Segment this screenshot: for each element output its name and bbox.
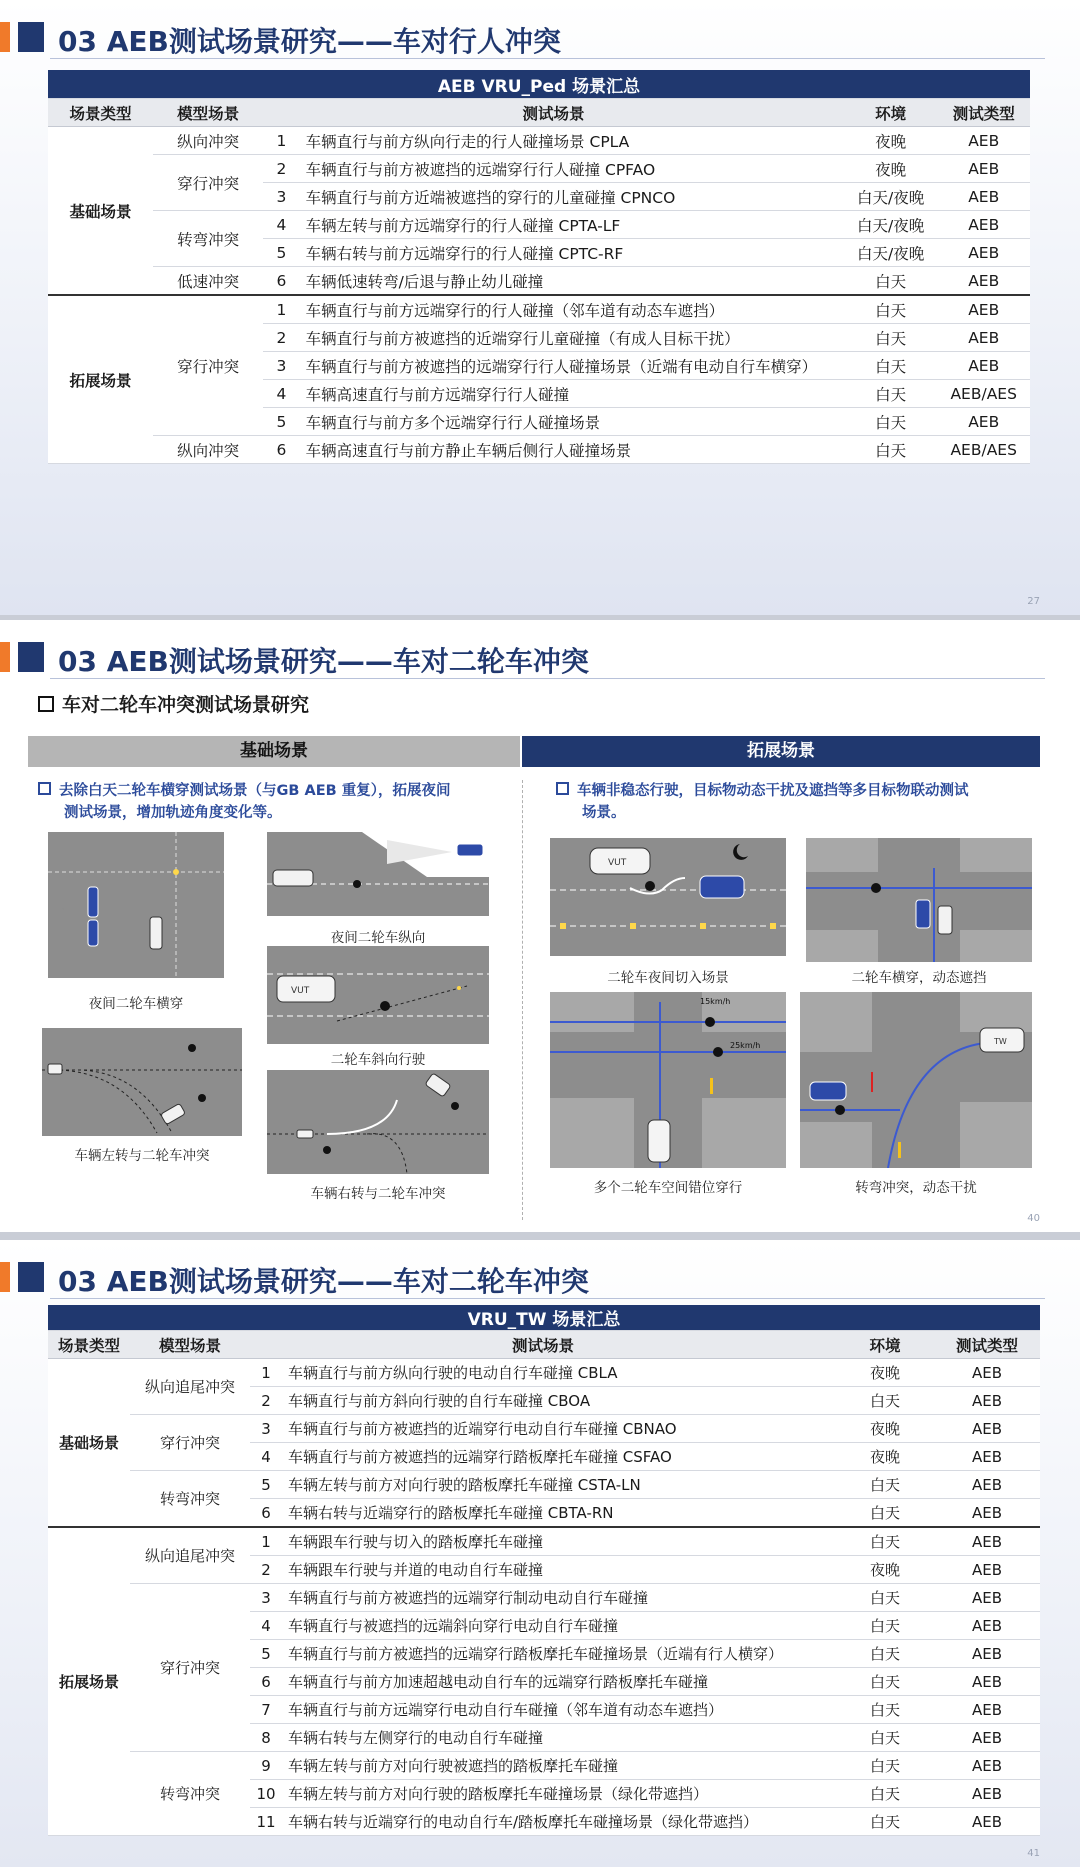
type-cell: AEB <box>937 127 1030 155</box>
scene-cell: 车辆高速直行与前方静止车辆后侧行人碰撞场景 <box>300 436 844 464</box>
type-cell: AEB <box>934 1527 1040 1556</box>
env-cell: 白天 <box>844 436 938 464</box>
env-cell: 白天 <box>836 1387 934 1415</box>
scene-cell: 车辆跟车行驶与切入的踏板摩托车碰撞 <box>282 1527 836 1556</box>
no-cell: 2 <box>263 155 299 183</box>
header-rule <box>50 58 1045 59</box>
table-row <box>48 1359 1040 1387</box>
caption-right-turn: 车辆右转与二轮车冲突 <box>310 1186 446 1202</box>
no-cell: 4 <box>250 1443 282 1471</box>
type-cell: AEB/AES <box>937 436 1030 464</box>
scene-cell: 车辆直行与前方斜向行驶的自行车碰撞 CBOA <box>282 1387 836 1415</box>
col-header: 模型场景 <box>130 1331 250 1359</box>
slide-title: 03 AEB测试场景研究——车对二轮车冲突 <box>58 1265 589 1298</box>
type-cell: AEB <box>934 1499 1040 1528</box>
table-row <box>48 1527 1040 1556</box>
caption-night-longitudinal: 夜间二轮车纵向 <box>330 930 426 946</box>
section-subtitle <box>38 690 309 717</box>
model-cell: 纵向追尾冲突 <box>130 1527 250 1584</box>
env-cell: 白天 <box>844 408 938 436</box>
no-cell: 1 <box>250 1359 282 1387</box>
scene-cell: 车辆直行与前方被遮挡的远端穿行制动电动自行车碰撞 <box>282 1584 836 1612</box>
figure-right-turn <box>267 1070 489 1174</box>
bullet-text: 测试场景，增加轨迹角度变化等。 <box>64 805 282 821</box>
env-cell: 白天/夜晚 <box>844 211 938 239</box>
model-cell: 转弯冲突 <box>130 1752 250 1836</box>
no-cell: 6 <box>250 1499 282 1528</box>
scene-cell: 车辆高速直行与前方远端穿行行人碰撞 <box>300 380 844 408</box>
column-divider <box>522 780 523 1220</box>
env-cell: 白天 <box>836 1780 934 1808</box>
no-cell: 10 <box>250 1780 282 1808</box>
scene-cell: 车辆跟车行驶与并道的电动自行车碰撞 <box>282 1556 836 1584</box>
model-cell: 纵向冲突 <box>153 436 263 464</box>
no-cell: 2 <box>250 1556 282 1584</box>
table-header-row <box>48 1331 1040 1359</box>
no-cell: 5 <box>250 1471 282 1499</box>
scene-cell: 车辆直行与前方被遮挡的远端穿行行人碰撞场景（近端有电动自行车横穿） <box>300 352 844 380</box>
table-row <box>48 1415 1040 1443</box>
env-cell: 白天 <box>836 1499 934 1528</box>
tw-label: TW <box>994 1037 1007 1046</box>
type-cell: AEB <box>934 1415 1040 1443</box>
bullet-text: 去除白天二轮车横穿测试场景（与GB AEB 重复），拓展夜间 <box>59 783 451 799</box>
ped-summary-table <box>48 70 1030 464</box>
slide-header <box>0 638 1080 678</box>
no-cell: 5 <box>263 408 299 436</box>
table-caption-row <box>48 1305 1040 1331</box>
type-cell: AEB <box>937 324 1030 352</box>
env-cell: 白天 <box>836 1612 934 1640</box>
no-cell: 1 <box>263 295 299 324</box>
band-extended: 拓展场景 <box>522 736 1040 767</box>
table-caption: AEB VRU_Ped 场景汇总 <box>48 70 1030 99</box>
figure-night-cutin <box>550 838 786 956</box>
type-cell: AEB <box>937 155 1030 183</box>
type-cell: AEB <box>934 1612 1040 1640</box>
page-number: 41 <box>1027 1848 1040 1859</box>
table-row <box>48 267 1030 296</box>
env-cell: 白天 <box>844 267 938 296</box>
scene-cell: 车辆直行与前方被遮挡的远端穿行踏板摩托车碰撞 CSFAO <box>282 1443 836 1471</box>
env-cell: 白天 <box>844 380 938 408</box>
bullet-right <box>556 780 1036 824</box>
scene-cell: 车辆右转与前方远端穿行的行人碰撞 CPTC-RF <box>300 239 844 267</box>
slide-title: 03 AEB测试场景研究——车对行人冲突 <box>58 25 561 58</box>
slide-header <box>0 18 1080 58</box>
env-cell: 白天 <box>836 1724 934 1752</box>
no-cell: 4 <box>263 380 299 408</box>
no-cell: 1 <box>250 1527 282 1556</box>
band-basic: 基础场景 <box>28 736 520 767</box>
caption-multi-tw: 多个二轮车空间错位穿行 <box>593 1180 743 1196</box>
scene-cell: 车辆直行与前方被遮挡的近端穿行儿童碰撞（有成人目标干扰） <box>300 324 844 352</box>
type-cell: AEB <box>934 1584 1040 1612</box>
scene-cell: 车辆右转与近端穿行的电动自行车/踏板摩托车碰撞场景（绿化带遮挡） <box>282 1808 836 1836</box>
vut-label: VUT <box>608 858 627 868</box>
env-cell: 夜晚 <box>836 1415 934 1443</box>
figure-cross-occlusion <box>806 838 1032 962</box>
caption-cross-occlusion: 二轮车横穿，动态遮挡 <box>851 970 987 986</box>
env-cell: 白天 <box>836 1471 934 1499</box>
scene-cell: 车辆左转与前方对向行驶的踏板摩托车碰撞 CSTA-LN <box>282 1471 836 1499</box>
model-cell: 低速冲突 <box>153 267 263 296</box>
scene-cell: 车辆左转与前方对向行驶被遮挡的踏板摩托车碰撞 <box>282 1752 836 1780</box>
col-header: 测试场景 <box>263 99 844 127</box>
scene-cell: 车辆直行与前方加速超越电动自行车的远端穿行踏板摩托车碰撞 <box>282 1668 836 1696</box>
type-cell: AEB <box>937 352 1030 380</box>
type-cell: AEB/AES <box>937 380 1030 408</box>
col-header: 场景类型 <box>48 99 153 127</box>
figure-left-turn <box>42 1028 242 1136</box>
scene-cell: 车辆直行与被遮挡的远端斜向穿行电动自行车碰撞 <box>282 1612 836 1640</box>
env-cell: 白天/夜晚 <box>844 239 938 267</box>
col-header: 模型场景 <box>153 99 263 127</box>
figure-night-longitudinal <box>267 832 489 916</box>
figure-night-cross <box>48 832 224 978</box>
env-cell: 白天 <box>844 324 938 352</box>
env-cell: 白天 <box>836 1808 934 1836</box>
table-row <box>48 1471 1040 1499</box>
header-accent-blue <box>18 22 44 52</box>
figure-multi-tw <box>550 992 786 1168</box>
table-header-row <box>48 99 1030 127</box>
header-accent-orange <box>0 642 10 672</box>
header-rule <box>50 678 1045 679</box>
type-cell: AEB <box>934 1724 1040 1752</box>
type-cell: AEB <box>934 1808 1040 1836</box>
square-bullet-icon <box>556 782 569 795</box>
checkbox-icon <box>38 696 54 712</box>
env-cell: 白天 <box>836 1584 934 1612</box>
type-cell: AEB <box>934 1556 1040 1584</box>
scene-cell: 车辆左转与前方对向行驶的踏板摩托车碰撞场景（绿化带遮挡） <box>282 1780 836 1808</box>
square-bullet-icon <box>38 782 51 795</box>
env-cell: 白天/夜晚 <box>844 183 938 211</box>
env-cell: 夜晚 <box>836 1359 934 1387</box>
type-cell: AEB <box>934 1668 1040 1696</box>
no-cell: 2 <box>263 324 299 352</box>
table-row <box>48 127 1030 155</box>
slide-header <box>0 1258 1080 1298</box>
scene-cell: 车辆低速转弯/后退与静止幼儿碰撞 <box>300 267 844 296</box>
table-row <box>48 436 1030 464</box>
header-accent-blue <box>18 1262 44 1292</box>
group-cell: 基础场景 <box>48 1359 130 1528</box>
scene-cell: 车辆直行与前方纵向行驶的电动自行车碰撞 CBLA <box>282 1359 836 1387</box>
speed-label: 25km/h <box>730 1041 761 1050</box>
type-cell: AEB <box>934 1443 1040 1471</box>
no-cell: 9 <box>250 1752 282 1780</box>
model-cell: 穿行冲突 <box>153 155 263 211</box>
no-cell: 6 <box>263 436 299 464</box>
env-cell: 白天 <box>836 1752 934 1780</box>
env-cell: 白天 <box>844 295 938 324</box>
model-cell: 转弯冲突 <box>130 1471 250 1528</box>
slide-two-wheeler-summary <box>0 1240 1080 1867</box>
no-cell: 4 <box>250 1612 282 1640</box>
no-cell: 5 <box>263 239 299 267</box>
no-cell: 11 <box>250 1808 282 1836</box>
caption-night-cross: 夜间二轮车横穿 <box>88 996 184 1012</box>
type-cell: AEB <box>934 1780 1040 1808</box>
no-cell: 3 <box>250 1584 282 1612</box>
table-row <box>48 295 1030 324</box>
scene-cell: 车辆直行与前方近端被遮挡的穿行的儿童碰撞 CPNCO <box>300 183 844 211</box>
col-header: 环境 <box>844 99 938 127</box>
header-rule <box>50 1298 1045 1299</box>
env-cell: 白天 <box>844 352 938 380</box>
bullet-text: 车辆非稳态行驶，目标物动态干扰及遮挡等多目标物联动测试 <box>577 783 969 799</box>
type-cell: AEB <box>937 267 1030 296</box>
figure-turn-conflict <box>800 992 1032 1168</box>
group-cell: 拓展场景 <box>48 1527 130 1836</box>
figure-oblique <box>267 946 489 1044</box>
env-cell: 白天 <box>836 1640 934 1668</box>
env-cell: 夜晚 <box>844 127 938 155</box>
vut-label: VUT <box>291 986 310 996</box>
type-cell: AEB <box>934 1696 1040 1724</box>
type-cell: AEB <box>937 211 1030 239</box>
model-cell: 穿行冲突 <box>130 1584 250 1752</box>
header-accent-blue <box>18 642 44 672</box>
scene-cell: 车辆左转与前方远端穿行的行人碰撞 CPTA-LF <box>300 211 844 239</box>
table-row <box>48 155 1030 183</box>
scene-cell: 车辆直行与前方远端穿行电动自行车碰撞（邻车道有动态车遮挡） <box>282 1696 836 1724</box>
caption-turn-conflict: 转弯冲突，动态干扰 <box>855 1180 977 1196</box>
type-cell: AEB <box>937 408 1030 436</box>
model-cell: 转弯冲突 <box>153 211 263 267</box>
no-cell: 3 <box>250 1415 282 1443</box>
type-cell: AEB <box>934 1387 1040 1415</box>
type-cell: AEB <box>937 183 1030 211</box>
bullet-left <box>38 780 508 824</box>
env-cell: 夜晚 <box>844 155 938 183</box>
scene-cell: 车辆直行与前方远端穿行的行人碰撞（邻车道有动态车遮挡） <box>300 295 844 324</box>
table-row <box>48 1584 1040 1612</box>
header-accent-orange <box>0 22 10 52</box>
env-cell: 白天 <box>836 1696 934 1724</box>
scene-cell: 车辆直行与前方被遮挡的近端穿行电动自行车碰撞 CBNAO <box>282 1415 836 1443</box>
model-cell: 穿行冲突 <box>130 1415 250 1471</box>
scene-cell: 车辆直行与前方纵向行走的行人碰撞场景 CPLA <box>300 127 844 155</box>
no-cell: 1 <box>263 127 299 155</box>
col-header: 测试类型 <box>937 99 1030 127</box>
env-cell: 白天 <box>836 1527 934 1556</box>
col-header: 环境 <box>836 1331 934 1359</box>
table-row <box>48 211 1030 239</box>
type-cell: AEB <box>937 239 1030 267</box>
type-cell: AEB <box>937 295 1030 324</box>
model-cell: 穿行冲突 <box>153 295 263 436</box>
page-number: 27 <box>1027 596 1040 607</box>
no-cell: 4 <box>263 211 299 239</box>
table-caption: VRU_TW 场景汇总 <box>48 1305 1040 1331</box>
slide-two-wheeler-scenes <box>0 620 1080 1232</box>
no-cell: 8 <box>250 1724 282 1752</box>
no-cell: 7 <box>250 1696 282 1724</box>
bullet-text: 场景。 <box>582 805 626 821</box>
page-number: 40 <box>1027 1213 1040 1224</box>
no-cell: 3 <box>263 183 299 211</box>
table-caption-row <box>48 70 1030 99</box>
slide-pedestrian <box>0 0 1080 615</box>
no-cell: 2 <box>250 1387 282 1415</box>
col-header: 场景类型 <box>48 1331 130 1359</box>
type-cell: AEB <box>934 1471 1040 1499</box>
env-cell: 夜晚 <box>836 1556 934 1584</box>
no-cell: 5 <box>250 1640 282 1668</box>
group-cell: 拓展场景 <box>48 295 153 464</box>
speed-label: 15km/h <box>700 997 731 1006</box>
scene-cell: 车辆直行与前方被遮挡的远端穿行行人碰撞 CPFAO <box>300 155 844 183</box>
subtitle-text: 车对二轮车冲突测试场景研究 <box>62 694 310 716</box>
type-cell: AEB <box>934 1752 1040 1780</box>
scene-cell: 车辆直行与前方被遮挡的远端穿行踏板摩托车碰撞场景（近端有行人横穿） <box>282 1640 836 1668</box>
no-cell: 6 <box>250 1668 282 1696</box>
slide-title: 03 AEB测试场景研究——车对二轮车冲突 <box>58 645 589 678</box>
tw-summary-table <box>48 1305 1040 1836</box>
header-accent-orange <box>0 1262 10 1292</box>
scene-cell: 车辆直行与前方多个远端穿行行人碰撞场景 <box>300 408 844 436</box>
caption-oblique: 二轮车斜向行驶 <box>330 1052 426 1068</box>
type-cell: AEB <box>934 1640 1040 1668</box>
caption-night-cutin: 二轮车夜间切入场景 <box>607 970 729 986</box>
no-cell: 3 <box>263 352 299 380</box>
table-row <box>48 1752 1040 1780</box>
col-header: 测试场景 <box>250 1331 836 1359</box>
env-cell: 夜晚 <box>836 1443 934 1471</box>
caption-left-turn: 车辆左转与二轮车冲突 <box>74 1148 210 1164</box>
type-cell: AEB <box>934 1359 1040 1387</box>
no-cell: 6 <box>263 267 299 296</box>
scene-cell: 车辆右转与左侧穿行的电动自行车碰撞 <box>282 1724 836 1752</box>
scene-cell: 车辆右转与近端穿行的踏板摩托车碰撞 CBTA-RN <box>282 1499 836 1528</box>
col-header: 测试类型 <box>934 1331 1040 1359</box>
group-cell: 基础场景 <box>48 127 153 296</box>
model-cell: 纵向追尾冲突 <box>130 1359 250 1415</box>
model-cell: 纵向冲突 <box>153 127 263 155</box>
env-cell: 白天 <box>836 1668 934 1696</box>
